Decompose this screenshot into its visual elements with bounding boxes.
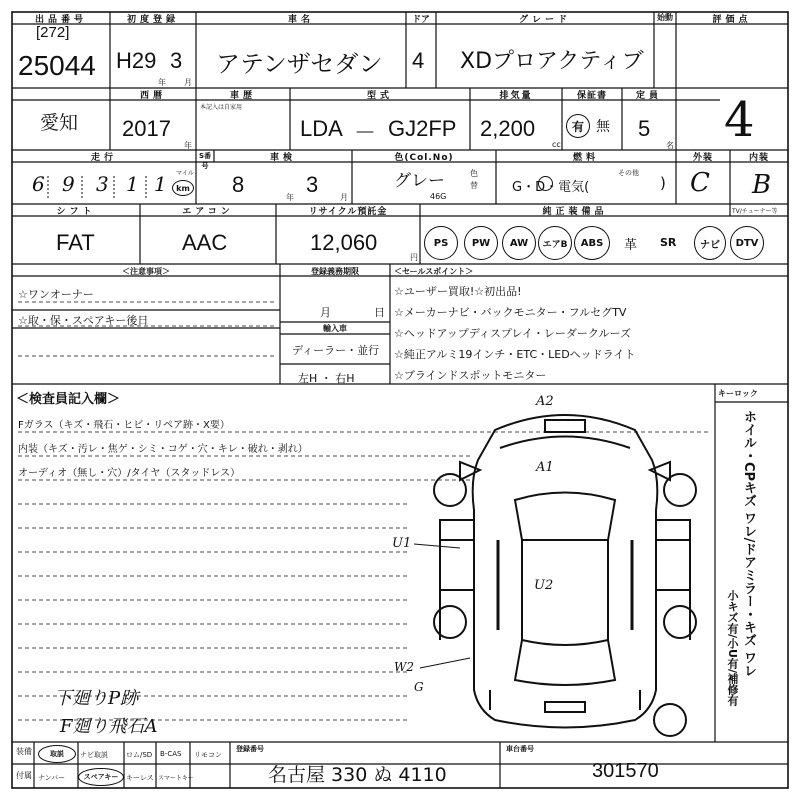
- mark-u1: U1: [392, 536, 412, 551]
- equip-ps: PS: [424, 226, 458, 260]
- footer-remote: リモコン: [194, 751, 222, 759]
- footer-spare-key: スペアキー: [78, 768, 124, 786]
- import-label: 輸入車: [323, 324, 347, 333]
- inspector-title: ＜検査員記入欄＞: [16, 392, 121, 407]
- model-label: 型式: [366, 91, 393, 101]
- mile-unit: マイル: [176, 170, 194, 177]
- history-label: 車歴: [229, 91, 256, 101]
- start-label: 始動: [657, 13, 673, 22]
- warranty-label: 保証書: [576, 91, 607, 101]
- car-name: アテンザセダン: [216, 50, 383, 78]
- displacement: 2,200: [480, 116, 536, 141]
- handle-label: 左H ・ 右H: [298, 372, 355, 385]
- reg-month: 月: [320, 306, 331, 319]
- western-year: 2017: [122, 116, 171, 141]
- mileage-digit-4: 1: [126, 172, 139, 196]
- capacity-suffix: 名: [666, 141, 674, 150]
- keylock-label: キーロック: [718, 389, 758, 398]
- inspection-year-suffix: 年: [286, 193, 294, 202]
- lot-label: 出品番号: [34, 15, 87, 25]
- extra-label: 付属: [16, 771, 32, 780]
- western-year-label: 西暦: [139, 91, 166, 101]
- chassis-label: 車台番号: [506, 745, 534, 753]
- inspection-label: 車検: [269, 153, 296, 163]
- capacity: 5: [638, 116, 651, 141]
- sales-point-4: ☆純正アルミ19インチ・ETC・LEDヘッドライト: [394, 348, 636, 361]
- legend-vertical-2: 小キズ有/小U有/補修有: [726, 590, 739, 706]
- equip-navi: ナビ: [694, 226, 726, 260]
- exterior-grade: C: [690, 168, 710, 198]
- km-unit: km: [172, 180, 194, 196]
- footer-rom-sd: ロム/SD: [126, 751, 153, 759]
- mileage-digit-1: 6: [32, 172, 45, 196]
- capacity-label: 定員: [635, 91, 662, 101]
- sales-label: ＜セールスポイント＞: [394, 267, 474, 276]
- equip-label: 装備: [16, 747, 32, 756]
- lot-number: 25044: [18, 50, 96, 81]
- recycle-value: 12,060: [310, 230, 378, 255]
- inspection-month-suffix: 月: [340, 193, 348, 202]
- car-name-label: 車名: [287, 15, 314, 25]
- color-label: 色(Col.No): [394, 153, 454, 163]
- reg-expiry-label: 登録義務期限: [311, 267, 359, 276]
- cc-unit: cc: [552, 140, 561, 149]
- color-change: 色替: [470, 169, 478, 190]
- month-suffix: 月: [184, 78, 192, 87]
- inspector-line-2: 内装（キズ・汚レ・焦ゲ・シミ・コゲ・穴・キレ・破れ・剥れ）: [18, 444, 308, 455]
- mileage-dividers: [12, 168, 196, 198]
- footer-navi-manual: ナビ取説: [80, 751, 108, 759]
- fuel-circle: [538, 176, 553, 191]
- exterior-label: 外装: [692, 153, 713, 163]
- equip-sr: SR: [660, 236, 677, 249]
- ac-value: AAC: [182, 230, 228, 255]
- footer-smart-key: スマートキー: [158, 775, 194, 782]
- region: 愛知: [40, 112, 79, 134]
- history-note: 本記入は自家用: [200, 104, 243, 111]
- footer-manual: 取説: [38, 745, 76, 763]
- caution-item-1: ☆ワンオーナー: [18, 288, 94, 301]
- door-label: ドア: [412, 15, 430, 25]
- caution-item-2: ☆取・保・スペアキー後日: [18, 314, 149, 327]
- mark-u2: U2: [534, 578, 554, 593]
- equip-airbag: エアB: [538, 226, 572, 260]
- fuel-close: ): [660, 174, 666, 192]
- yen-unit: 円: [410, 253, 418, 262]
- legend-vertical: ホイル・CPキズ ワレ/ドアミラー・キズ ワレ: [741, 410, 756, 677]
- color-name: グレー: [394, 171, 445, 191]
- dealer-label: ディーラー・並行: [292, 344, 380, 357]
- mark-w2: W2: [394, 660, 414, 674]
- western-year-suffix: 年: [184, 141, 192, 150]
- footer-number: ナンバー: [38, 774, 66, 782]
- ac-label: エアコン: [182, 207, 234, 217]
- diagram-pointers: [390, 400, 550, 720]
- equipment-label: 純正装備品: [542, 207, 608, 217]
- interior-label: 内装: [748, 153, 769, 163]
- fuel-other-label: その他: [618, 169, 639, 177]
- mileage-digit-2: 9: [62, 172, 75, 196]
- mark-g: G: [414, 680, 424, 694]
- model-prefix: LDA: [300, 116, 343, 141]
- shift-value: FAT: [56, 230, 95, 255]
- tv-note: TV/チューナー等: [732, 208, 778, 215]
- equip-pw: PW: [464, 226, 498, 260]
- rating-label: 評価点: [712, 15, 752, 25]
- grade: XDプロアクティブ: [460, 49, 644, 74]
- lane-number: [272]: [36, 24, 70, 41]
- reg-month: 3: [170, 48, 183, 73]
- rating-score: 4: [724, 92, 755, 148]
- plate-label: 登録番号: [236, 745, 264, 753]
- mileage-label: 走行: [90, 153, 117, 163]
- sales-point-1: ☆ユーザー買取!☆初出品!: [394, 285, 522, 298]
- mark-a2: A2: [536, 394, 554, 409]
- color-code: 46G: [430, 192, 447, 201]
- fuel-label: 燃料: [572, 153, 599, 163]
- doors: 4: [412, 48, 425, 73]
- mileage-digit-3: 3: [96, 172, 109, 196]
- model-dash: －: [354, 120, 377, 145]
- warranty-no: 無: [596, 119, 610, 135]
- equip-abs: ABS: [574, 226, 610, 260]
- year-suffix: 年: [158, 78, 166, 87]
- equip-aw: AW: [502, 226, 536, 260]
- mark-a1: A1: [536, 460, 554, 475]
- equip-dtv: DTV: [730, 226, 764, 260]
- footer-bcas: B-CAS: [160, 750, 182, 758]
- sales-point-3: ☆ヘッドアップディスプレイ・レーダークルーズ: [394, 327, 632, 340]
- shift-label: シフト: [56, 207, 96, 217]
- warranty-yes: 有: [566, 114, 590, 138]
- inspector-line-1: Fガラス（キズ・飛石・ヒビ・リペア跡・X要）: [18, 420, 230, 431]
- footer-keyless: キーレス: [126, 774, 154, 782]
- inspection-year: 8: [232, 172, 245, 197]
- handwritten-note-1: 下廻りP跡: [54, 688, 139, 709]
- inspection-month: 3: [306, 172, 319, 197]
- s-label: S番号: [198, 152, 212, 170]
- grade-label: グレード: [518, 15, 571, 25]
- reg-day: 日: [374, 306, 385, 319]
- plate-number: 名古屋 330 ぬ 4110: [268, 764, 447, 786]
- first-reg-label: 初度登録: [126, 15, 179, 25]
- sales-point-2: ☆メーカーナビ・バックモニター・フルセグTV: [394, 306, 627, 319]
- recycle-label: リサイクル預託金: [308, 207, 388, 217]
- displacement-label: 排気量: [499, 91, 533, 101]
- mileage-digit-5: 1: [154, 172, 167, 196]
- interior-grade: B: [752, 170, 772, 200]
- fuel-type: G・D・電気(: [512, 180, 590, 195]
- sales-point-5: ☆ブラインドスポットモニター: [394, 369, 547, 382]
- chassis-number: 301570: [592, 760, 659, 782]
- handwritten-note-2: F廻り飛石A: [60, 716, 158, 737]
- era-year: H29: [116, 48, 157, 73]
- caution-label: ＜注意事項＞: [122, 267, 170, 276]
- inspector-line-3: オーディオ（無し・穴）/タイヤ（スタッドレス）: [18, 468, 241, 479]
- model-code: GJ2FP: [388, 116, 457, 141]
- equip-leather: 革: [624, 238, 638, 253]
